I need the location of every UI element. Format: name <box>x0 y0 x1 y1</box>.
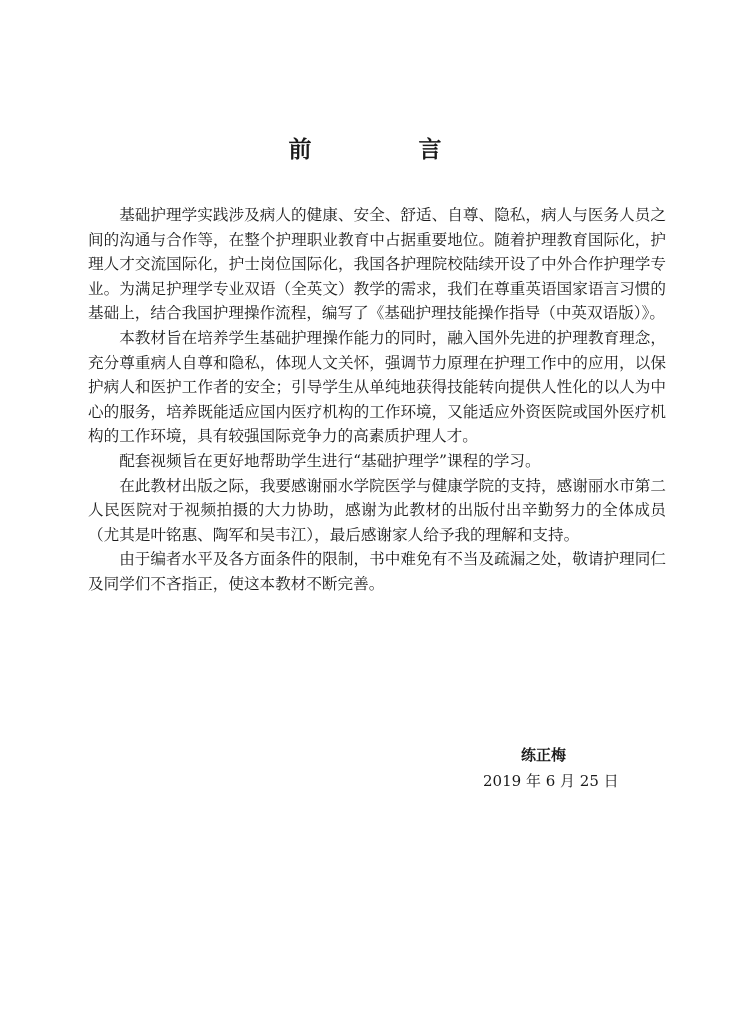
preface-body <box>88 203 666 597</box>
paragraph-2: 本教材旨在培养学生基础护理操作能力的同时，融入国外先进的护理教育理念，充分尊重病人自尊和隐私，体现人文关怀，强调节力原理在护理工作中的应用，以保护病人和医护工作者的安全；引导学生从单纯地获得技能转向提供人性化的以人为中心的服务，培养既能适应国内医疗机构的工作环境，又能适应外资医院或国外医疗机构的工作环境，具有较强国际竞争力的高素质护理人才。 <box>88 328 666 446</box>
signature-date: 2019 年 6 月 25 日 <box>483 772 619 790</box>
paragraph-1: 基础护理学实践涉及病人的健康、安全、舒适、自尊、隐私，病人与医务人员之间的沟通与合作等，在整个护理职业教育中占据重要地位。随着护理教育国际化，护理人才交流国际化，护士岗位国际化，我国各护理院校陆续开设了中外合作护理学专业。为满足护理学专业双语（全英文）教学的需求，我们在尊重英语国家语言习惯的基础上，结合我国护理操作流程，编写了《基础护理技能操作指导（中英双语版）》。 <box>88 206 666 323</box>
paragraph-4: 在此教材出版之际，我要感谢丽水学院医学与健康学院的支持，感谢丽水市第二人民医院对于视频拍摄的大力协助，感谢为此教材的出版付出辛勤努力的全体成员（尤其是叶铭惠、陶军和吴韦江），最后感谢家人给予我的理解和支持。 <box>88 476 666 544</box>
paragraph-3: 配套视频旨在更好地帮助学生进行“基础护理学”课程的学习。 <box>119 451 541 470</box>
author-name: 练正梅 <box>521 746 567 764</box>
page-title: 前 言 <box>288 137 484 163</box>
paragraph-5: 由于编者水平及各方面条件的限制，书中难免有不当及疏漏之处，敬请护理同仁及同学们不吝指正，使这本教材不断完善。 <box>88 550 666 593</box>
